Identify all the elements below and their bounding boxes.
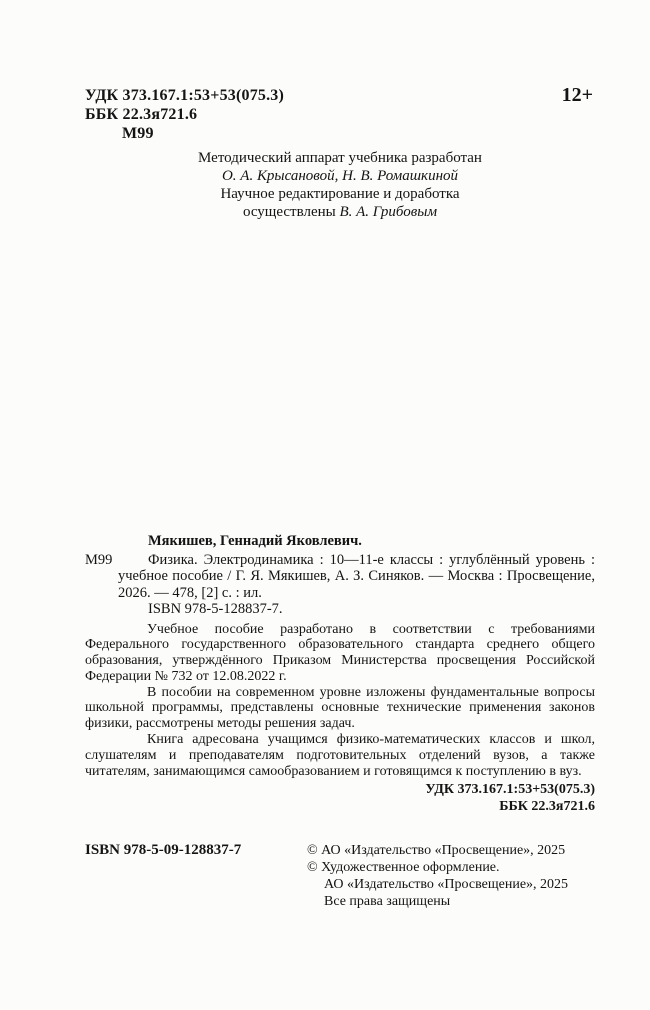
copyright-line-2: © Художественное оформление. [307, 860, 500, 875]
author-sign-code: М99 [85, 551, 113, 568]
credits-line-1: Методический аппарат учебника разработан [198, 150, 482, 166]
catalog-card [85, 551, 595, 618]
credits-line-4 [85, 203, 595, 221]
bibliographic-entry: Физика. Электродинамика : 10—11-е классы : углублённый уровень : учебное пособие / Г. Я. Мякишев, А. З. Синяков. — Москва : Просвещение, 2026. — 478, [2] с. : ил. [118, 551, 595, 601]
bottom-imprint-block [85, 842, 595, 910]
credits-line-4-roman: осуществлены [242, 204, 340, 220]
udk-top: УДК 373.167.1:53+53(075.3) [85, 87, 285, 104]
copyright-line-3: АО «Издательство «Просвещение», 2025 [324, 877, 569, 892]
top-imprint-block [85, 86, 284, 143]
annotation-paragraph-3: Книга адресована учащимся физико-математических классов и школ, слушателям и преподавателям подготовительных отделений вузов, а также читателям, занимающимся самообразованием и готовящимся к поступлению в вуз. [85, 732, 595, 779]
isbn-catalog: ISBN 978-5-128837-7. [148, 601, 283, 617]
credits-editor-name: В. А. Грибовым [339, 204, 438, 220]
annotation-block [85, 622, 595, 780]
age-rating-badge: 12+ [561, 84, 593, 106]
udk-bottom-line: УДК 373.167.1:53+53(075.3) [425, 782, 595, 798]
author-sign-code-top: М99 [122, 125, 154, 142]
editorial-credits [85, 149, 595, 221]
catalog-and-annotation [85, 533, 595, 815]
copyright-line-4: Все права защищены [324, 894, 451, 909]
classification-codes-right [85, 782, 595, 815]
copyright-line-1: © АО «Издательство «Просвещение», 2025 [307, 843, 566, 858]
author-heading: Мякишев, Геннадий Яковлевич. [148, 533, 362, 549]
credits-line-3: Научное редактирование и доработка [220, 186, 460, 202]
bbk-bottom-line: ББК 22.3я721.6 [499, 798, 595, 814]
isbn-bottom: ISBN 978-5-09-128837-7 [85, 842, 242, 858]
copyright-block [307, 842, 595, 910]
credits-authors: О. А. Крысановой, Н. В. Ромашкиной [221, 168, 459, 184]
bbk-top: ББК 22.3я721.6 [85, 106, 198, 123]
annotation-paragraph-1: Учебное пособие разработано в соответствии с требованиями Федерального государственного образовательного стандарта среднего общего образования, утверждённого Приказом Министерства просвещения Российской Федерации № 732 от 12.08.2022 г. [85, 621, 595, 684]
annotation-paragraph-2: В пособии на современном уровне изложены фундаментальные вопросы школьной программы, представлены основные технические применения законов физики, рассмотрены методы решения задач. [85, 684, 595, 732]
